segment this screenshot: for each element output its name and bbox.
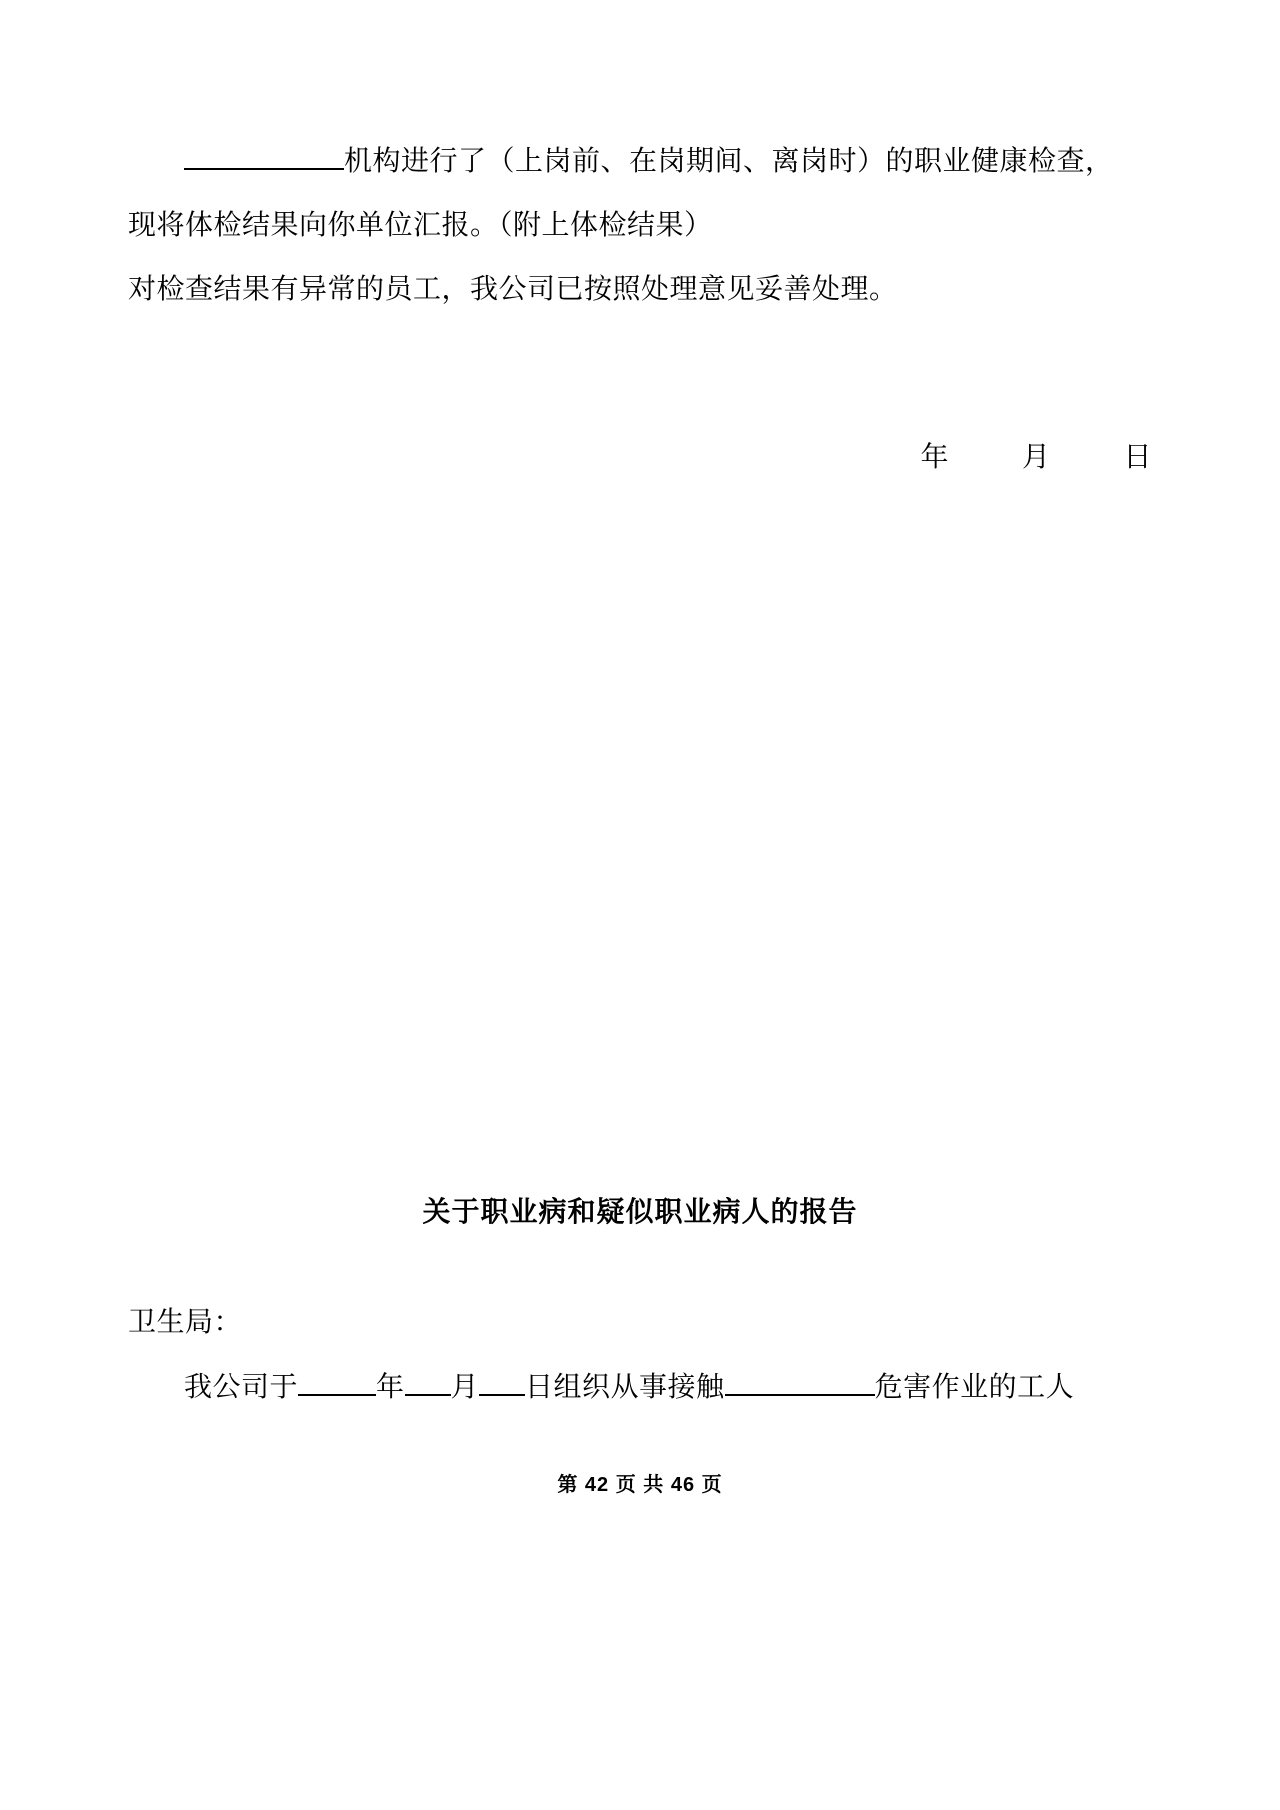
paragraph-line-2-text: 现将体检结果向你单位汇报。（附上体检结果） [128, 210, 713, 241]
footer-suffix: 页 [701, 1474, 723, 1496]
body-year-label: 年 [376, 1372, 405, 1403]
paragraph-line-2 [128, 194, 1152, 258]
fill-blank-month[interactable] [405, 1394, 451, 1396]
footer-total-pages: 46 [670, 1474, 696, 1496]
date-day-label: 日 [1123, 442, 1152, 473]
footer-page-number: 42 [584, 1474, 610, 1496]
document-body [128, 130, 1152, 322]
date-year-label: 年 [920, 442, 949, 473]
paragraph-line-1 [128, 130, 1152, 194]
date-month-label: 月 [1021, 442, 1051, 473]
footer-middle: 页 共 [615, 1474, 665, 1496]
fill-blank-hazard[interactable] [725, 1394, 875, 1396]
fill-blank-day[interactable] [479, 1394, 525, 1396]
addressee-label: 卫生局： [128, 1307, 243, 1338]
paragraph-line-3 [128, 258, 1152, 322]
body-month-label: 月 [450, 1372, 480, 1403]
paragraph-line-3-text: 对检查结果有异常的员工，我公司已按照处理意见妥善处理。 [128, 274, 898, 305]
footer-prefix: 第 [557, 1474, 579, 1496]
page-footer [0, 1468, 1280, 1497]
fill-blank-institution[interactable] [184, 168, 344, 170]
body-day-text: 日组织从事接触 [525, 1372, 725, 1403]
report-body-line [128, 1365, 1152, 1405]
section-title: 关于职业病和疑似职业病人的报告 [422, 1197, 858, 1228]
paragraph-line-1-text: 机构进行了（上岗前、在岗期间、离岗时）的职业健康检查， [344, 146, 1114, 177]
fill-blank-year[interactable] [298, 1394, 376, 1396]
body-prefix-text: 我公司于 [184, 1372, 299, 1403]
body-suffix-text: 危害作业的工人 [874, 1372, 1075, 1403]
date-signature-line [128, 435, 1152, 475]
